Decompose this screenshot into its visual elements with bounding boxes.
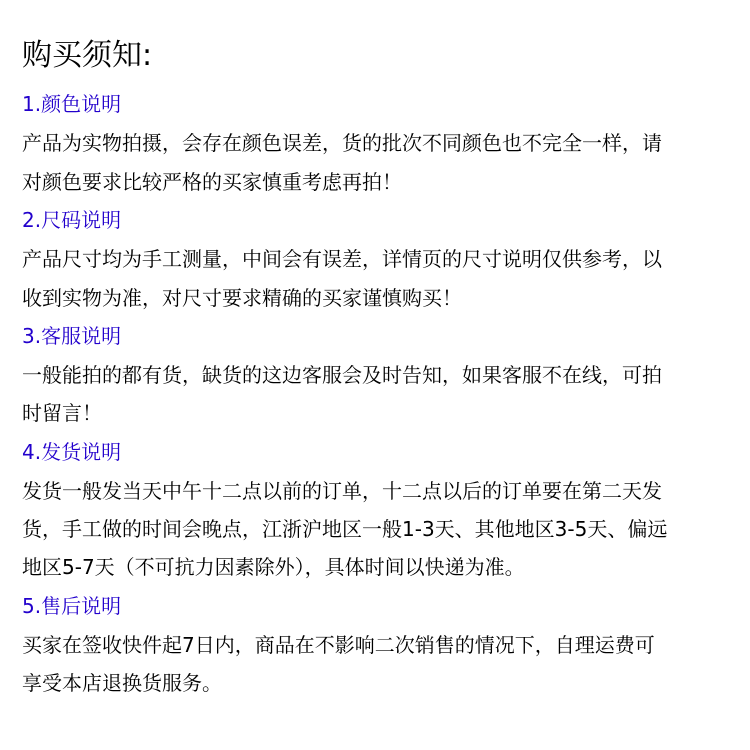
section-heading-size: 2.尺码说明 [22, 208, 122, 232]
section-text-customer-service-line-2: 时留言！ [22, 401, 102, 425]
section-text-after-sales-line-2: 享受本店退换货服务。 [22, 671, 222, 695]
section-text-color-line-1: 产品为实物拍摄，会存在颜色误差，货的批次不同颜色也不完全一样，请 [22, 131, 662, 155]
section-text-shipping-line-2: 货，手工做的时间会晚点，江浙沪地区一般1-3天、其他地区3-5天、偏远 [22, 517, 668, 541]
section-text-customer-service-line-1: 一般能拍的都有货，缺货的这边客服会及时告知，如果客服不在线，可拍 [22, 363, 662, 387]
section-text-size-line-1: 产品尺寸均为手工测量，中间会有误差，详情页的尺寸说明仅供参考，以 [22, 247, 662, 271]
section-text-size-line-2: 收到实物为准，对尺寸要求精确的买家谨慎购买！ [22, 286, 462, 310]
section-heading-shipping: 4.发货说明 [22, 440, 122, 464]
section-text-shipping-line-1: 发货一般发当天中午十二点以前的订单，十二点以后的订单要在第二天发 [22, 479, 662, 503]
section-text-shipping-line-3: 地区5-7天（不可抗力因素除外），具体时间以快递为准。 [22, 555, 525, 579]
section-heading-customer-service: 3.客服说明 [22, 324, 122, 348]
page-title: 购买须知: [22, 38, 153, 73]
section-text-color-line-2: 对颜色要求比较严格的买家慎重考虑再拍！ [22, 170, 402, 194]
section-heading-after-sales: 5.售后说明 [22, 594, 122, 618]
section-text-after-sales-line-1: 买家在签收快件起7日内，商品在不影响二次销售的情况下，自理运费可 [22, 633, 655, 657]
section-heading-color: 1.颜色说明 [22, 92, 122, 116]
